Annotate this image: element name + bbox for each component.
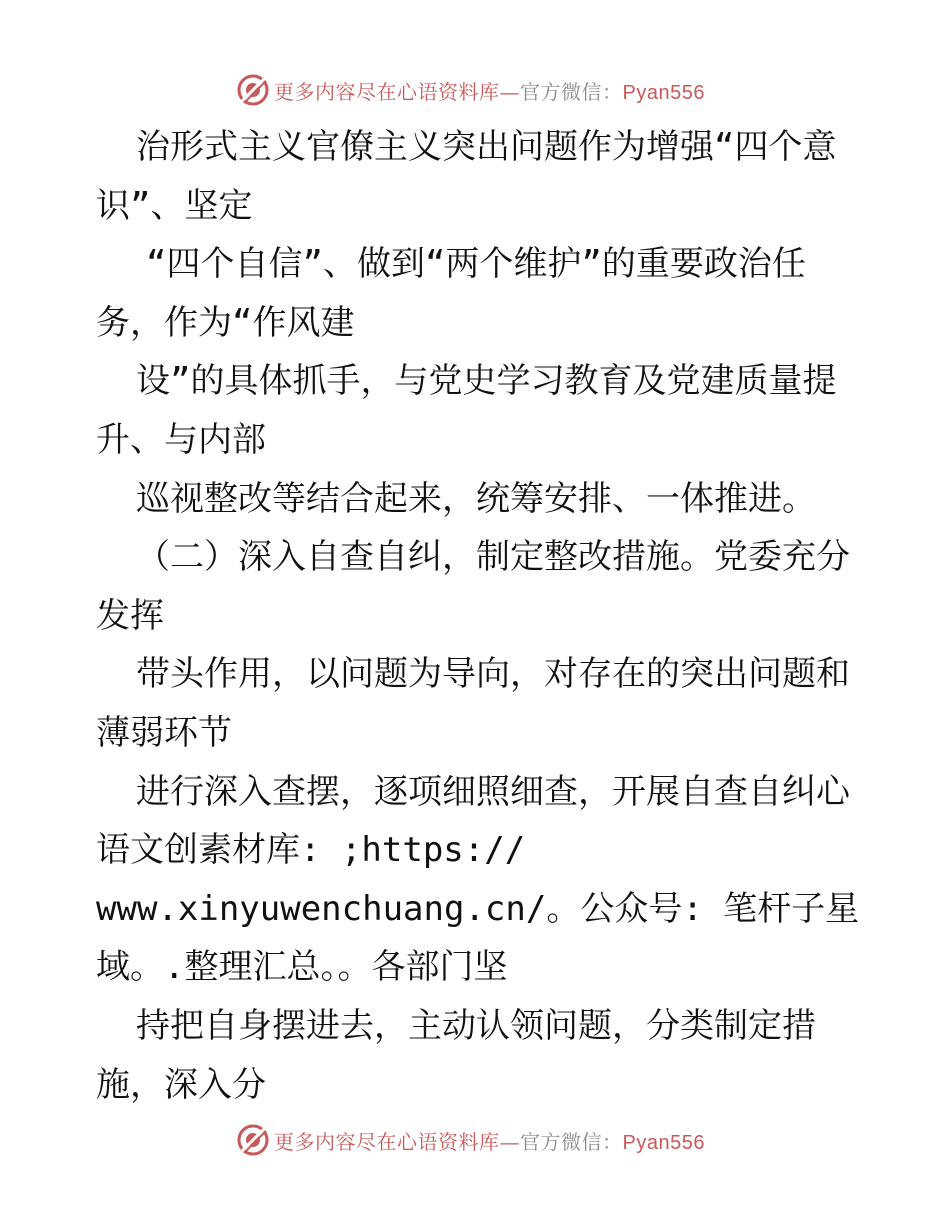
body-line: 施，深入分 <box>96 1064 266 1105</box>
footer-banner-wechat-id: Pyan556 <box>622 1131 705 1154</box>
body-line: www.xinyuwenchuang.cn/。公众号: 笔杆子星 <box>96 888 860 929</box>
logo-icon <box>236 1123 270 1157</box>
section-heading-line: （二）深入自查自纠，制定整改措施。党委充分 <box>136 537 850 578</box>
body-line: 务，作为“作风建 <box>96 302 355 343</box>
logo-icon <box>236 73 270 107</box>
body-line: 识”、坚定 <box>96 185 253 226</box>
header-banner <box>236 72 705 108</box>
body-line: 治形式主义官僚主义突出问题作为增强“四个意 <box>136 127 837 167</box>
document-body <box>96 118 866 1114</box>
body-line: 薄弱环节 <box>96 712 232 753</box>
footer-banner-text <box>274 1126 705 1155</box>
body-line: 域。.整理汇总。。各部门坚 <box>96 947 508 988</box>
body-line: 升、与内部 <box>96 419 266 460</box>
footer-banner <box>236 1122 705 1158</box>
body-line: 进行深入查摆，逐项细照细查，开展自查自纠心 <box>136 771 850 812</box>
header-banner-wechat-label: 官方微信： <box>520 79 623 104</box>
body-line: 发挥 <box>96 595 164 636</box>
header-banner-wechat-id: Pyan556 <box>622 81 705 104</box>
body-line: 设”的具体抓手，与党史学习教育及党建质量提 <box>136 361 837 402</box>
body-line: “四个自信”、做到“两个维护”的重要政治任 <box>146 244 806 285</box>
header-banner-text <box>274 76 705 105</box>
header-banner-main: 更多内容尽在心语资料库— <box>274 79 520 104</box>
footer-banner-wechat-label: 官方微信： <box>520 1129 623 1154</box>
body-line: 带头作用，以问题为导向，对存在的突出问题和 <box>136 654 850 695</box>
body-line: 语文创素材库: ;https:// <box>96 830 526 871</box>
body-line: 持把自身摆进去，主动认领问题，分类制定措 <box>136 1005 816 1046</box>
footer-banner-main: 更多内容尽在心语资料库— <box>274 1129 520 1154</box>
body-line: 巡视整改等结合起来，统筹安排、一体推进。 <box>136 478 816 519</box>
